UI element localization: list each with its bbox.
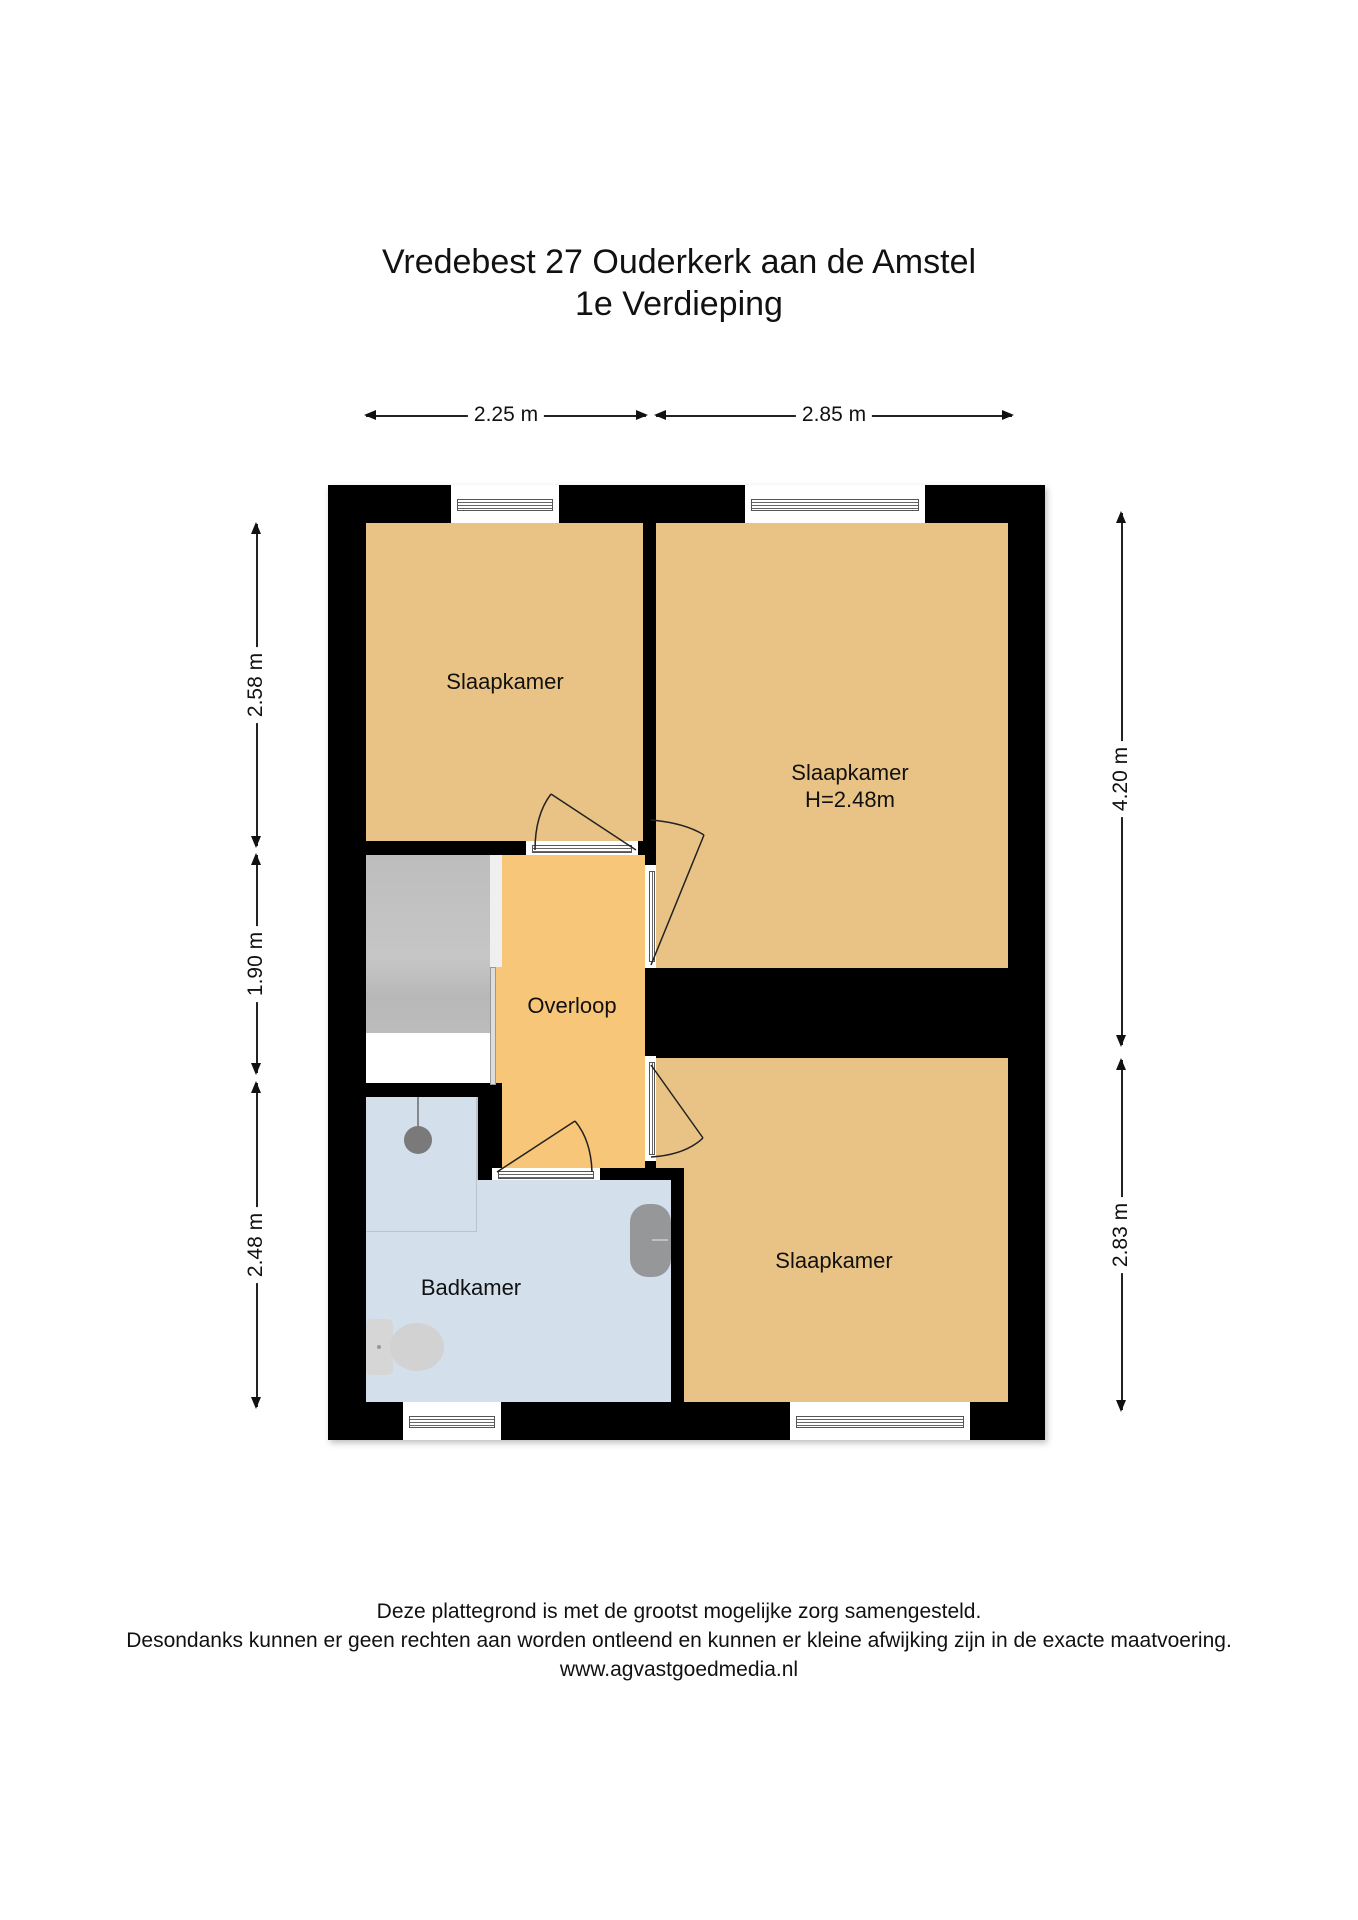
room-height-bedroom-2: H=2.48m: [805, 787, 895, 812]
dimension-top-left: 2.25 m: [366, 405, 646, 425]
dimension-left-1: 2.58 m: [246, 524, 266, 846]
dimension-right-2: 2.83 m: [1111, 1060, 1131, 1410]
room-label-landing: Overloop: [527, 993, 617, 1018]
dimension-top-right: 2.85 m: [656, 405, 1012, 425]
plan-title: Vredebest 27 Ouderkerk aan de Amstel: [381, 243, 977, 281]
disclaimer-line-2: Desondanks kunnen er geen rechten aan worden ontleend en kunnen er kleine afwijking zijn in de exacte maatvoering.: [126, 1629, 1232, 1652]
dimension-left-2: 1.90 m: [246, 855, 266, 1073]
room-label-bedroom-2: Slaapkamer: [791, 760, 909, 785]
room-label-bathroom: Badkamer: [420, 1275, 522, 1300]
disclaimer-line-1: Deze plattegrond is met de grootst mogelijke zorg samengesteld.: [376, 1600, 982, 1623]
toilet-bowl-icon: [390, 1323, 444, 1371]
room-label-bedroom-1: Slaapkamer: [446, 669, 564, 694]
floor-label: 1e Verdieping: [575, 285, 783, 323]
shower-drain-icon: [404, 1126, 432, 1154]
dimension-left-3: 2.48 m: [246, 1083, 266, 1407]
website-link[interactable]: www.agvastgoedmedia.nl: [559, 1658, 799, 1681]
dimension-right-1: 4.20 m: [1111, 513, 1131, 1045]
room-label-bedroom-3: Slaapkamer: [775, 1248, 893, 1273]
